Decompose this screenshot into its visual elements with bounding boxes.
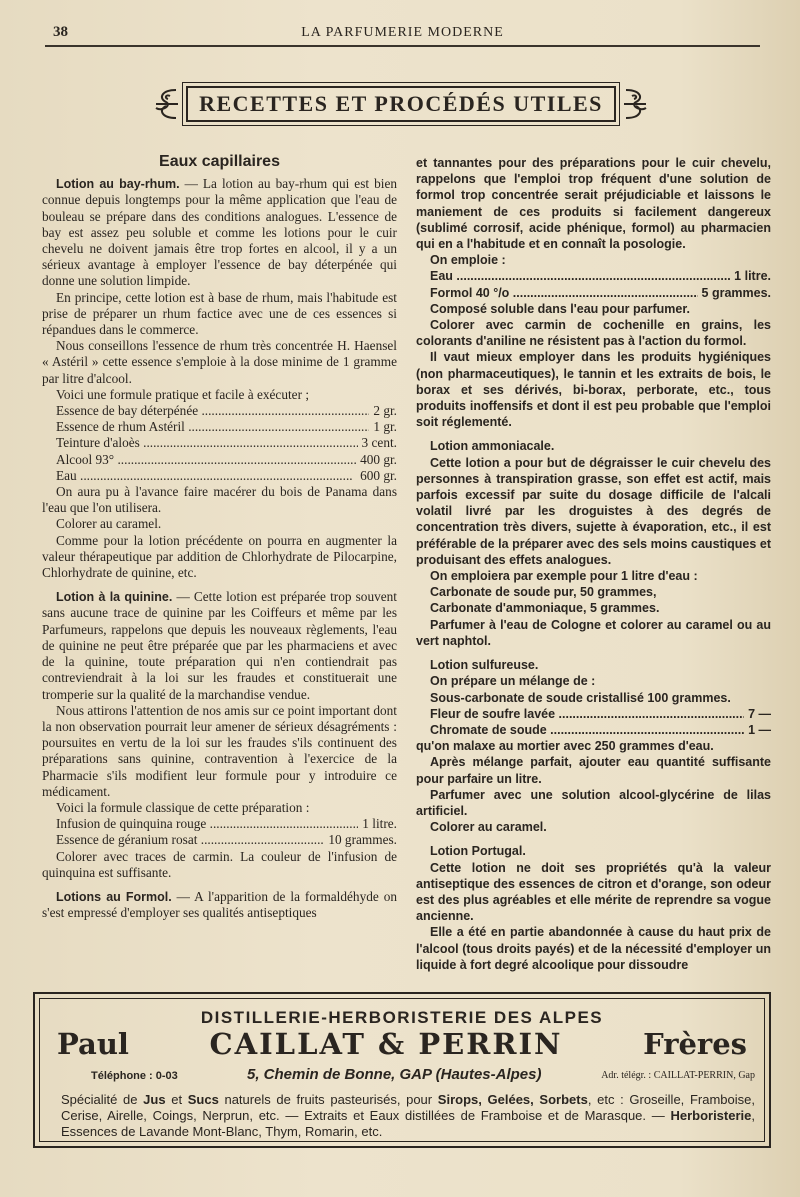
section-title: RECETTES ET PROCÉDÉS UTILES bbox=[199, 91, 603, 116]
paragraph: Elle a été en partie abandonnée à cause du haut prix de l'alcool (tous droits payés) et de la nécessité d'employer un liquide à fort degré alcoolique pour dissoudre bbox=[416, 925, 771, 972]
subsection-title: Eaux capillaires bbox=[159, 153, 280, 170]
recipe-title: Lotion au bay-rhum. bbox=[56, 177, 180, 192]
paragraph-text: — Cette lotion est préparée trop souvent sans aucune trace de quinine par les Coiffeurs et même par les Parfumeurs, rappelons que depuis les nouveaux règlements, l'eau de quinine ne peut être préparée que par les pharmaciens et avec de la quinine, toute préparation qui n'en contiendrait pas contreviendrait à la loi sur les fraudes et constituerait une tromperie sur la qualité de la marchandise vendue. bbox=[42, 589, 397, 702]
ingredient: Chromate de soude ..... bbox=[430, 722, 744, 738]
quantity: 1 litre. bbox=[734, 269, 771, 284]
paragraph: Il vaut mieux employer dans les produits hygiéniques (non pharmaceutiques), le tannin et les extraits de bois, le borax et ses dérivés, bi-borax, perborate, etc., tous produits inoffensifs et dont il est peu probable que l'emploi soit réglementé. bbox=[416, 350, 771, 430]
recipe-title bbox=[416, 438, 771, 454]
recipe-title-text: Lotion sulfureuse. bbox=[430, 658, 539, 673]
quantity: 2 gr. bbox=[373, 403, 397, 419]
paragraph-text: — La lotion au bay-rhum qui est bien connue depuis longtemps pour la même application que l'eau de bouleau se prépare dans des conditions analogues. L'essence de bay est assez peu soluble et comme les lotions pour le cuir chevelu ne doivent jamais être trop fortes en alcool, il y a un sérieux avantage à employer l'essence de bay déterpénée qui donne une solution limpide. bbox=[42, 176, 398, 289]
recipe-title: Lotion à la quinine. bbox=[56, 590, 173, 605]
ad-text-bold: Sucs bbox=[187, 1092, 219, 1107]
ingredient: Alcool 93° ..... bbox=[56, 452, 356, 468]
ingredient: Essence de bay déterpénée ..... bbox=[56, 403, 369, 419]
quantity: 7 — bbox=[748, 706, 771, 721]
paragraph: Parfumer à l'eau de Cologne et colorer au caramel ou au vert naphtol. bbox=[416, 617, 771, 648]
ad-name-left: Paul bbox=[57, 1027, 129, 1061]
ad-telegraph: Adr. télégr. : CAILLAT-PERRIN, Gap bbox=[601, 1070, 755, 1081]
paragraph: Parfumer avec une solution alcool-glycérine de lilas artificiel. bbox=[416, 787, 771, 818]
ingredient: Teinture d'aloès ..... bbox=[56, 435, 358, 451]
banner-inner-frame bbox=[186, 86, 616, 122]
ad-text-bold: Herboristerie bbox=[670, 1108, 752, 1123]
ad-company-name bbox=[57, 1027, 747, 1061]
paragraph bbox=[42, 589, 397, 702]
section-banner bbox=[152, 80, 650, 128]
paragraph: Cette lotion ne doit ses propriétés qu'à la valeur antiseptique des essences de citron et d'orange, son odeur est des plus agréables et elle mérite de reprendre sa vogue ancienne. bbox=[416, 860, 771, 924]
formula-row bbox=[416, 706, 771, 722]
ingredient: Formol 40 °/o ..... bbox=[430, 285, 698, 301]
quantity: 400 gr. bbox=[360, 451, 397, 467]
quantity: 5 grammes. bbox=[701, 285, 771, 300]
paragraph: et tannantes pour des préparations pour le cuir chevelu, rappelons que l'emploi trop fréquent d'une solution de formol trop concentrée serait préjudiciable et laissons le maniement de ces produits si facilement dangereux (sublimé corrosif, acide phénique, formol) au pharmacien qui en a l'habitude et en connaît la posologie. bbox=[416, 156, 771, 252]
paragraph bbox=[42, 176, 397, 289]
formula-row bbox=[42, 419, 397, 435]
paragraph: On prépare un mélange de : bbox=[430, 674, 596, 689]
list-item: Carbonate d'ammoniaque, 5 grammes. bbox=[430, 601, 660, 616]
formula-row bbox=[416, 268, 771, 284]
paragraph: qu'on malaxe au mortier avec 250 grammes d'eau. bbox=[416, 739, 714, 754]
formula-row bbox=[416, 722, 771, 738]
formula-row bbox=[42, 403, 397, 419]
formula-row bbox=[42, 468, 397, 484]
right-flourish-ornament bbox=[622, 86, 650, 122]
ad-text: , etc : Groseille, Framboise, Cerise, Airelle, Coings, Nerprun, etc. — Extraits et Eaux distillées de Framboise et de Marasque. — bbox=[61, 1092, 755, 1123]
ad-name-right: Frères bbox=[643, 1027, 747, 1061]
ad-text: Spécialité de bbox=[61, 1092, 144, 1107]
ingredient: Eau ..... bbox=[430, 268, 730, 284]
quantity: 10 grammes. bbox=[328, 832, 397, 848]
ad-description bbox=[61, 1092, 755, 1140]
paragraph: On aura pu à l'avance faire macérer du bois de Panama dans l'eau que l'on utilisera. bbox=[42, 484, 397, 516]
paragraph: Voici une formule pratique et facile à exécuter ; bbox=[56, 386, 310, 402]
ad-address: 5, Chemin de Bonne, GAP (Hautes-Alpes) bbox=[247, 1066, 542, 1083]
paragraph: Cette lotion a pour but de dégraisser le cuir chevelu des personnes à transpiration grasse, son effet est actif, mais parfois excessif par suite du dosage difficile de l'alcali volatil livré par les droguistes à des degrés de concentration très divers, sujette à évaporation, etc., il est préférable de la préparer avec des sels moins caustiques et produisant des effets analogues. bbox=[416, 455, 771, 567]
ad-name-main: CAILLAT & PERRIN bbox=[209, 1027, 563, 1061]
quantity: 1 gr. bbox=[373, 419, 397, 435]
paragraph: On emploie : bbox=[430, 253, 506, 268]
left-flourish-ornament bbox=[152, 86, 180, 122]
formula-row bbox=[42, 452, 397, 468]
ingredient: Fleur de soufre lavée ..... bbox=[430, 706, 744, 722]
quantity: 3 cent. bbox=[361, 435, 397, 451]
formula-row bbox=[42, 832, 397, 848]
paragraph: Colorer avec carmin de cochenille en grains, les colorants d'aniline ne résistent pas à l'action du formol. bbox=[416, 318, 771, 349]
ingredient: Infusion de quinquina rouge ..... bbox=[56, 816, 358, 832]
paragraph: Nous attirons l'attention de nos amis sur ce point important dont la non observation pourrait leur amener de sérieux désagréments : poursuites en vertu de la loi sur les fraudes s'ils continuent des préparations sans quinine, contravention à l'exercice de la Pharmacie s'ils modifient leur formule pour y introduire ce médicament. bbox=[42, 702, 397, 799]
paragraph-text: — A l'apparition de la formaldéhyde on s'est empressé d'employer ses qualités antiseptiques bbox=[42, 888, 398, 921]
ingredient: Eau ..... bbox=[56, 468, 356, 484]
quantity: 1 litre. bbox=[362, 816, 397, 832]
ad-text-bold: Jus bbox=[143, 1092, 166, 1107]
formula-row bbox=[416, 285, 771, 301]
header-rule bbox=[45, 45, 760, 47]
ingredient: Essence de rhum Astéril ..... bbox=[56, 419, 369, 435]
recipe-title-text: Lotion Portugal. bbox=[430, 844, 526, 859]
formula-row bbox=[42, 816, 397, 832]
advertisement-box bbox=[33, 992, 771, 1148]
recipe-title-text: Lotion ammoniacale. bbox=[430, 439, 555, 454]
paragraph: Voici la formule classique de cette préparation : bbox=[56, 799, 310, 815]
ad-text: , Essences de Lavande Mont-Blanc, Thym, Romarin, etc. bbox=[61, 1108, 755, 1139]
running-header bbox=[45, 22, 760, 44]
recipe-title: Lotions au Formol. bbox=[56, 889, 172, 904]
paragraph: Colorer au caramel. bbox=[430, 820, 547, 835]
paragraph: En principe, cette lotion est à base de rhum, mais l'habitude est prise de préparer un rhum factice avec une de ces essences si répandues dans le commerce. bbox=[42, 289, 397, 338]
paragraph bbox=[42, 889, 397, 921]
paragraph: Après mélange parfait, ajouter eau quantité suffisante pour parfaire un litre. bbox=[416, 755, 771, 786]
paragraph: Nous conseillons l'essence de rhum très concentrée H. Haensel « Astéril » cette essence s'emploie à la dose minime de 1 gramme par litre d'alcool. bbox=[42, 338, 397, 386]
left-column bbox=[42, 152, 397, 921]
right-column bbox=[416, 155, 771, 973]
recipe-title bbox=[416, 843, 771, 859]
ad-text: et bbox=[165, 1092, 188, 1107]
paragraph: Colorer au caramel. bbox=[56, 516, 162, 532]
banner-frame bbox=[182, 82, 620, 126]
journal-title: LA PARFUMERIE MODERNE bbox=[301, 25, 504, 40]
ad-text: naturels de fruits pasteurisés, pour bbox=[218, 1092, 438, 1107]
list-item: Carbonate de soude pur, 50 grammes, bbox=[430, 585, 657, 600]
quantity: 1 — bbox=[748, 722, 771, 737]
ad-text-bold: Sirops, Gelées, Sorbets bbox=[437, 1092, 588, 1107]
recipe-title bbox=[416, 657, 771, 673]
paragraph: Colorer avec traces de carmin. La couleur de l'infusion de quinquina est suffisante. bbox=[42, 848, 397, 880]
page-number: 38 bbox=[53, 24, 68, 40]
list-item: Sous-carbonate de soude cristallisé 100 grammes. bbox=[430, 690, 731, 705]
quantity: 600 gr. bbox=[360, 467, 397, 483]
paragraph: Comme pour la lotion précédente on pourra en augmenter la valeur thérapeutique par addition de Chlorhydrate de Pilocarpine, Chlorhydrate de quinine, etc. bbox=[42, 532, 397, 581]
paragraph: On emploiera par exemple pour 1 litre d'eau : bbox=[430, 569, 698, 584]
ingredient: Essence de géranium rosat ..... bbox=[56, 832, 324, 848]
ad-phone: Téléphone : 0-03 bbox=[91, 1070, 178, 1082]
paragraph: Composé soluble dans l'eau pour parfumer. bbox=[430, 301, 690, 316]
formula-row bbox=[42, 435, 397, 451]
ad-company-type: DISTILLERIE-HERBORISTERIE DES ALPES bbox=[200, 1008, 604, 1027]
